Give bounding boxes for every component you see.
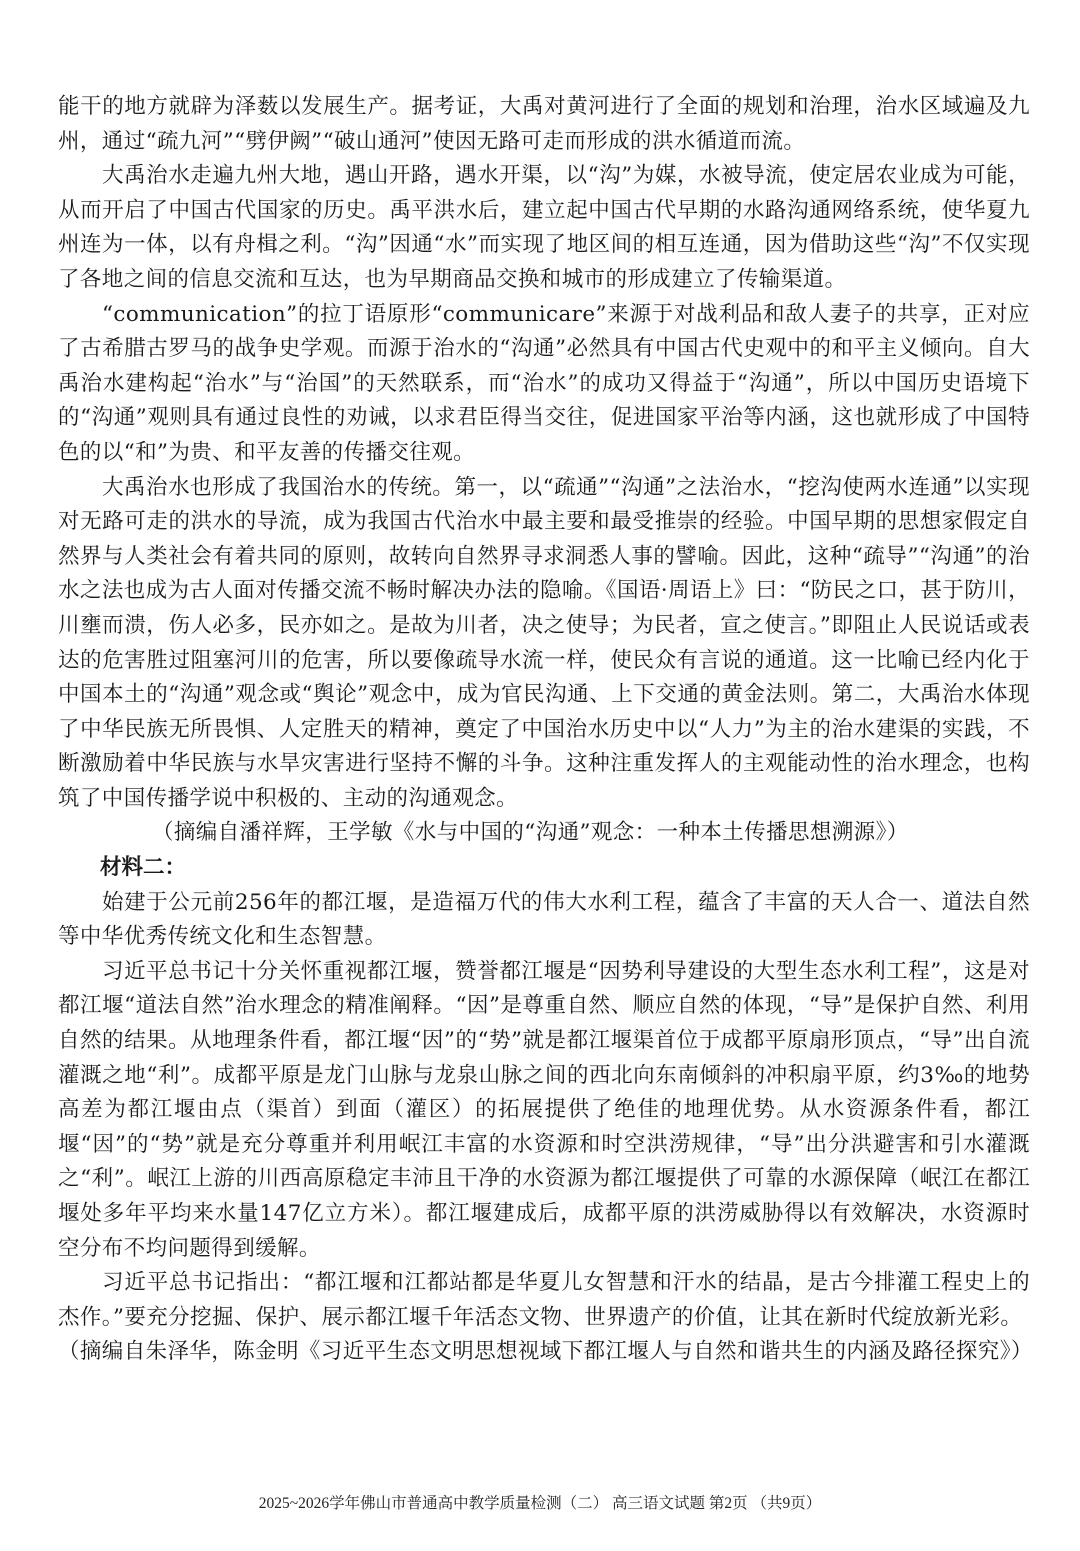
material-2-paragraph-2: 习近平总书记十分关怀重视都江堰，赞誉都江堰是“因势利导建设的大型生态水利工程”，这是对都江堰“道法自然”治水理念的精准阐释。“因”是尊重自然、顺应自然的体现，“导”是保护自然、利用自然的结果。从地理条件看，都江堰“因”的“势”就是都江堰渠首位于成都平原扇形顶点，“导”出自流灌溉之地“利”。成都平原是龙门山脉与龙泉山脉之间的西北向东南倾斜的冲积扇平原，约3‰的地势高差为都江堰由点（渠首）到面（灌区）的拓展提供了绝佳的地理优势。从水资源条件看，都江堰“因”的“势”就是充分尊重并利用岷江丰富的水资源和时空洪涝规律，“导”出分洪避害和引水灌溉之“利”。岷江上游的川西高原稳定丰沛且干净的水资源为都江堰提供了可靠的水源保障（岷江在都江堰处多年平均来水量147亿立方米）。都江堰建成后，成都平原的洪涝威胁得以有效解决，水资源时空分布不均问题得到缓解。 — [58, 958, 1030, 1261]
paragraph-2: 大禹治水走遍九州大地，遇山开路，遇水开渠，以“沟”为媒，水被导流，使定居农业成为可能，从而开启了中国古代国家的历史。禹平洪水后，建立起中国古代早期的水路沟通网络系统，使华夏九州连为一体，以有舟楫之利。“沟”因通“水”而实现了地区间的相互连通，因为借助这些“沟”不仅实现了各地之间的信息交流和互达，也为早期商品交换和城市的形成建立了传输渠道。 — [58, 163, 1030, 292]
material-2-paragraph-1: 始建于公元前256年的都江堰，是造福万代的伟大水利工程，蕴含了丰富的天人合一、道法自然等中华优秀传统文化和生态智慧。 — [58, 889, 1030, 950]
paragraph-4: 大禹治水也形成了我国治水的传统。第一，以“疏通”“沟通”之法治水，“挖沟使两水连通”以实现对无路可走的洪水的导流，成为我国古代治水中最主要和最受推崇的经验。中国早期的思想家假定自然界与人类社会有着共同的原则，故转向自然界寻求洞悉人事的譬喻。因此，这种“疏导”“沟通”的治水之法也成为古人面对传播交流不畅时解决办法的隐喻。《国语·周语上》曰：“防民之口，甚于防川，川壅而溃，伤人必多，民亦如之。是故为川者，决之使导；为民者，宣之使言。”即阻止人民说话或表达的危害胜过阻塞河川的危害，所以要像疏导水流一样，使民众有言说的通道。这一比喻已经内化于中国本土的“沟通”观念或“舆论”观念中，成为官民沟通、上下交通的黄金法则。第二，大禹治水体现了中华民族无所畏惧、人定胜天的精神，奠定了中国治水历史中以“人力”为主的治水建渠的实践，不断激励着中华民族与水旱灾害进行坚持不懈的斗争。这种注重发挥人的主观能动性的治水理念，也构筑了中国传播学说中积极的、主动的沟通观念。 — [58, 474, 1030, 811]
paragraph-1: 能干的地方就辟为泽薮以发展生产。据考证，大禹对黄河进行了全面的规划和治理，治水区域遍及九州，通过“疏九河”“劈伊阙”“破山通河”使因无路可走而形成的洪水循道而流。 — [58, 94, 1030, 154]
source-citation-1: （摘编自潘祥辉，王学敏《水与中国的“沟通”观念：一种本土传播思想溯源》） — [152, 820, 909, 846]
exam-page-body — [58, 90, 1033, 1460]
paragraph-3: “communication”的拉丁语原形“communicare”来源于对战利品和敌人妻子的共享，正对应了古希腊古罗马的战争史学观。而源于治水的“沟通”必然具有中国古代史观中的和平主义倾向。自大禹治水建构起“治水”与“治国”的天然联系，而“治水”的成功又得益于“沟通”，所以中国历史语境下的“沟通”观则具有通过良性的劝诫，以求君臣得当交往，促进国家平治等内涵，这也就形成了中国特色的以“和”为贵、和平友善的传播交往观。 — [58, 301, 1030, 465]
material-2-paragraph-3: 习近平总书记指出：“都江堰和江都站都是华夏儿女智慧和汗水的结晶，是古今排灌工程史上的杰作。”要充分挖掘、保护、展示都江堰千年活态文物、世界遗产的价值，让其在新时代绽放新光彩。 — [58, 1270, 1030, 1330]
material-2-heading: 材料二： — [100, 855, 187, 881]
page-footer: 2025~2026学年佛山市普通高中教学质量检测（二） 高三语文试题 第2页 （共9页） — [258, 1495, 822, 1512]
source-citation-2: （摘编自朱泽华，陈金明《习近平生态文明思想视域下都江堰人与自然和谐共生的内涵及路径探究》） — [58, 1339, 1033, 1365]
